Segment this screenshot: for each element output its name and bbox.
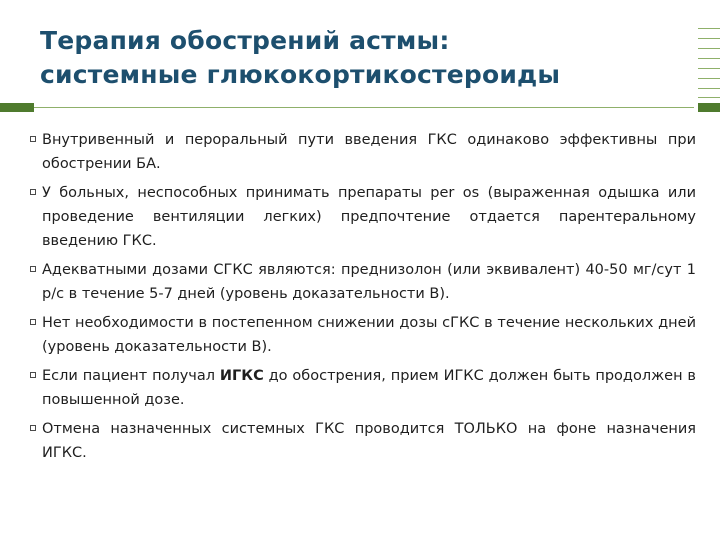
slide-title xyxy=(40,24,680,92)
divider-right-block xyxy=(698,103,720,112)
bullet-item xyxy=(30,311,696,359)
decorative-stripes xyxy=(698,28,720,98)
divider-line xyxy=(34,107,694,108)
bullet-text-before: Если пациент получал xyxy=(42,368,220,384)
hollow-square-bullet-icon xyxy=(30,266,36,272)
title-line-2: системные глюкокортикостероиды xyxy=(40,60,561,89)
hollow-square-bullet-icon xyxy=(30,136,36,142)
bullet-text: Внутривенный и пероральный пути введения ГКС одинаково эффективны при обострении БА. xyxy=(42,132,696,172)
bullet-text: У больных, неспособных принимать препараты per os (выраженная одышка или проведение вентиляции легких) предпочтение отдается парентеральному введению ГКС. xyxy=(42,185,696,249)
title-line-1: Терапия обострений астмы: xyxy=(40,26,450,55)
bullet-item xyxy=(30,258,696,306)
hollow-square-bullet-icon xyxy=(30,319,36,325)
divider-left-block xyxy=(0,103,34,112)
hollow-square-bullet-icon xyxy=(30,425,36,431)
hollow-square-bullet-icon xyxy=(30,372,36,378)
bullet-text: Отмена назначенных системных ГКС проводится ТОЛЬКО на фоне назначения ИГКС. xyxy=(42,421,696,461)
bullet-item xyxy=(30,128,696,176)
bullet-list xyxy=(30,128,696,470)
bullet-item xyxy=(30,417,696,465)
bullet-item xyxy=(30,181,696,253)
hollow-square-bullet-icon xyxy=(30,189,36,195)
bullet-item xyxy=(30,364,696,412)
bullet-text-after: до обострения, прием ИГКС должен быть продолжен в повышенной дозе. xyxy=(42,368,696,408)
bullet-text: Нет необходимости в постепенном снижении дозы сГКС в течение нескольких дней (уровень доказательности В). xyxy=(42,315,696,355)
bullet-text-bold: ИГКС xyxy=(219,368,264,384)
bullet-text: Адекватными дозами СГКС являются: преднизолон (или эквивалент) 40-50 мг/сут 1 р/с в течение 5-7 дней (уровень доказательности В). xyxy=(42,262,696,302)
title-divider xyxy=(0,103,720,112)
